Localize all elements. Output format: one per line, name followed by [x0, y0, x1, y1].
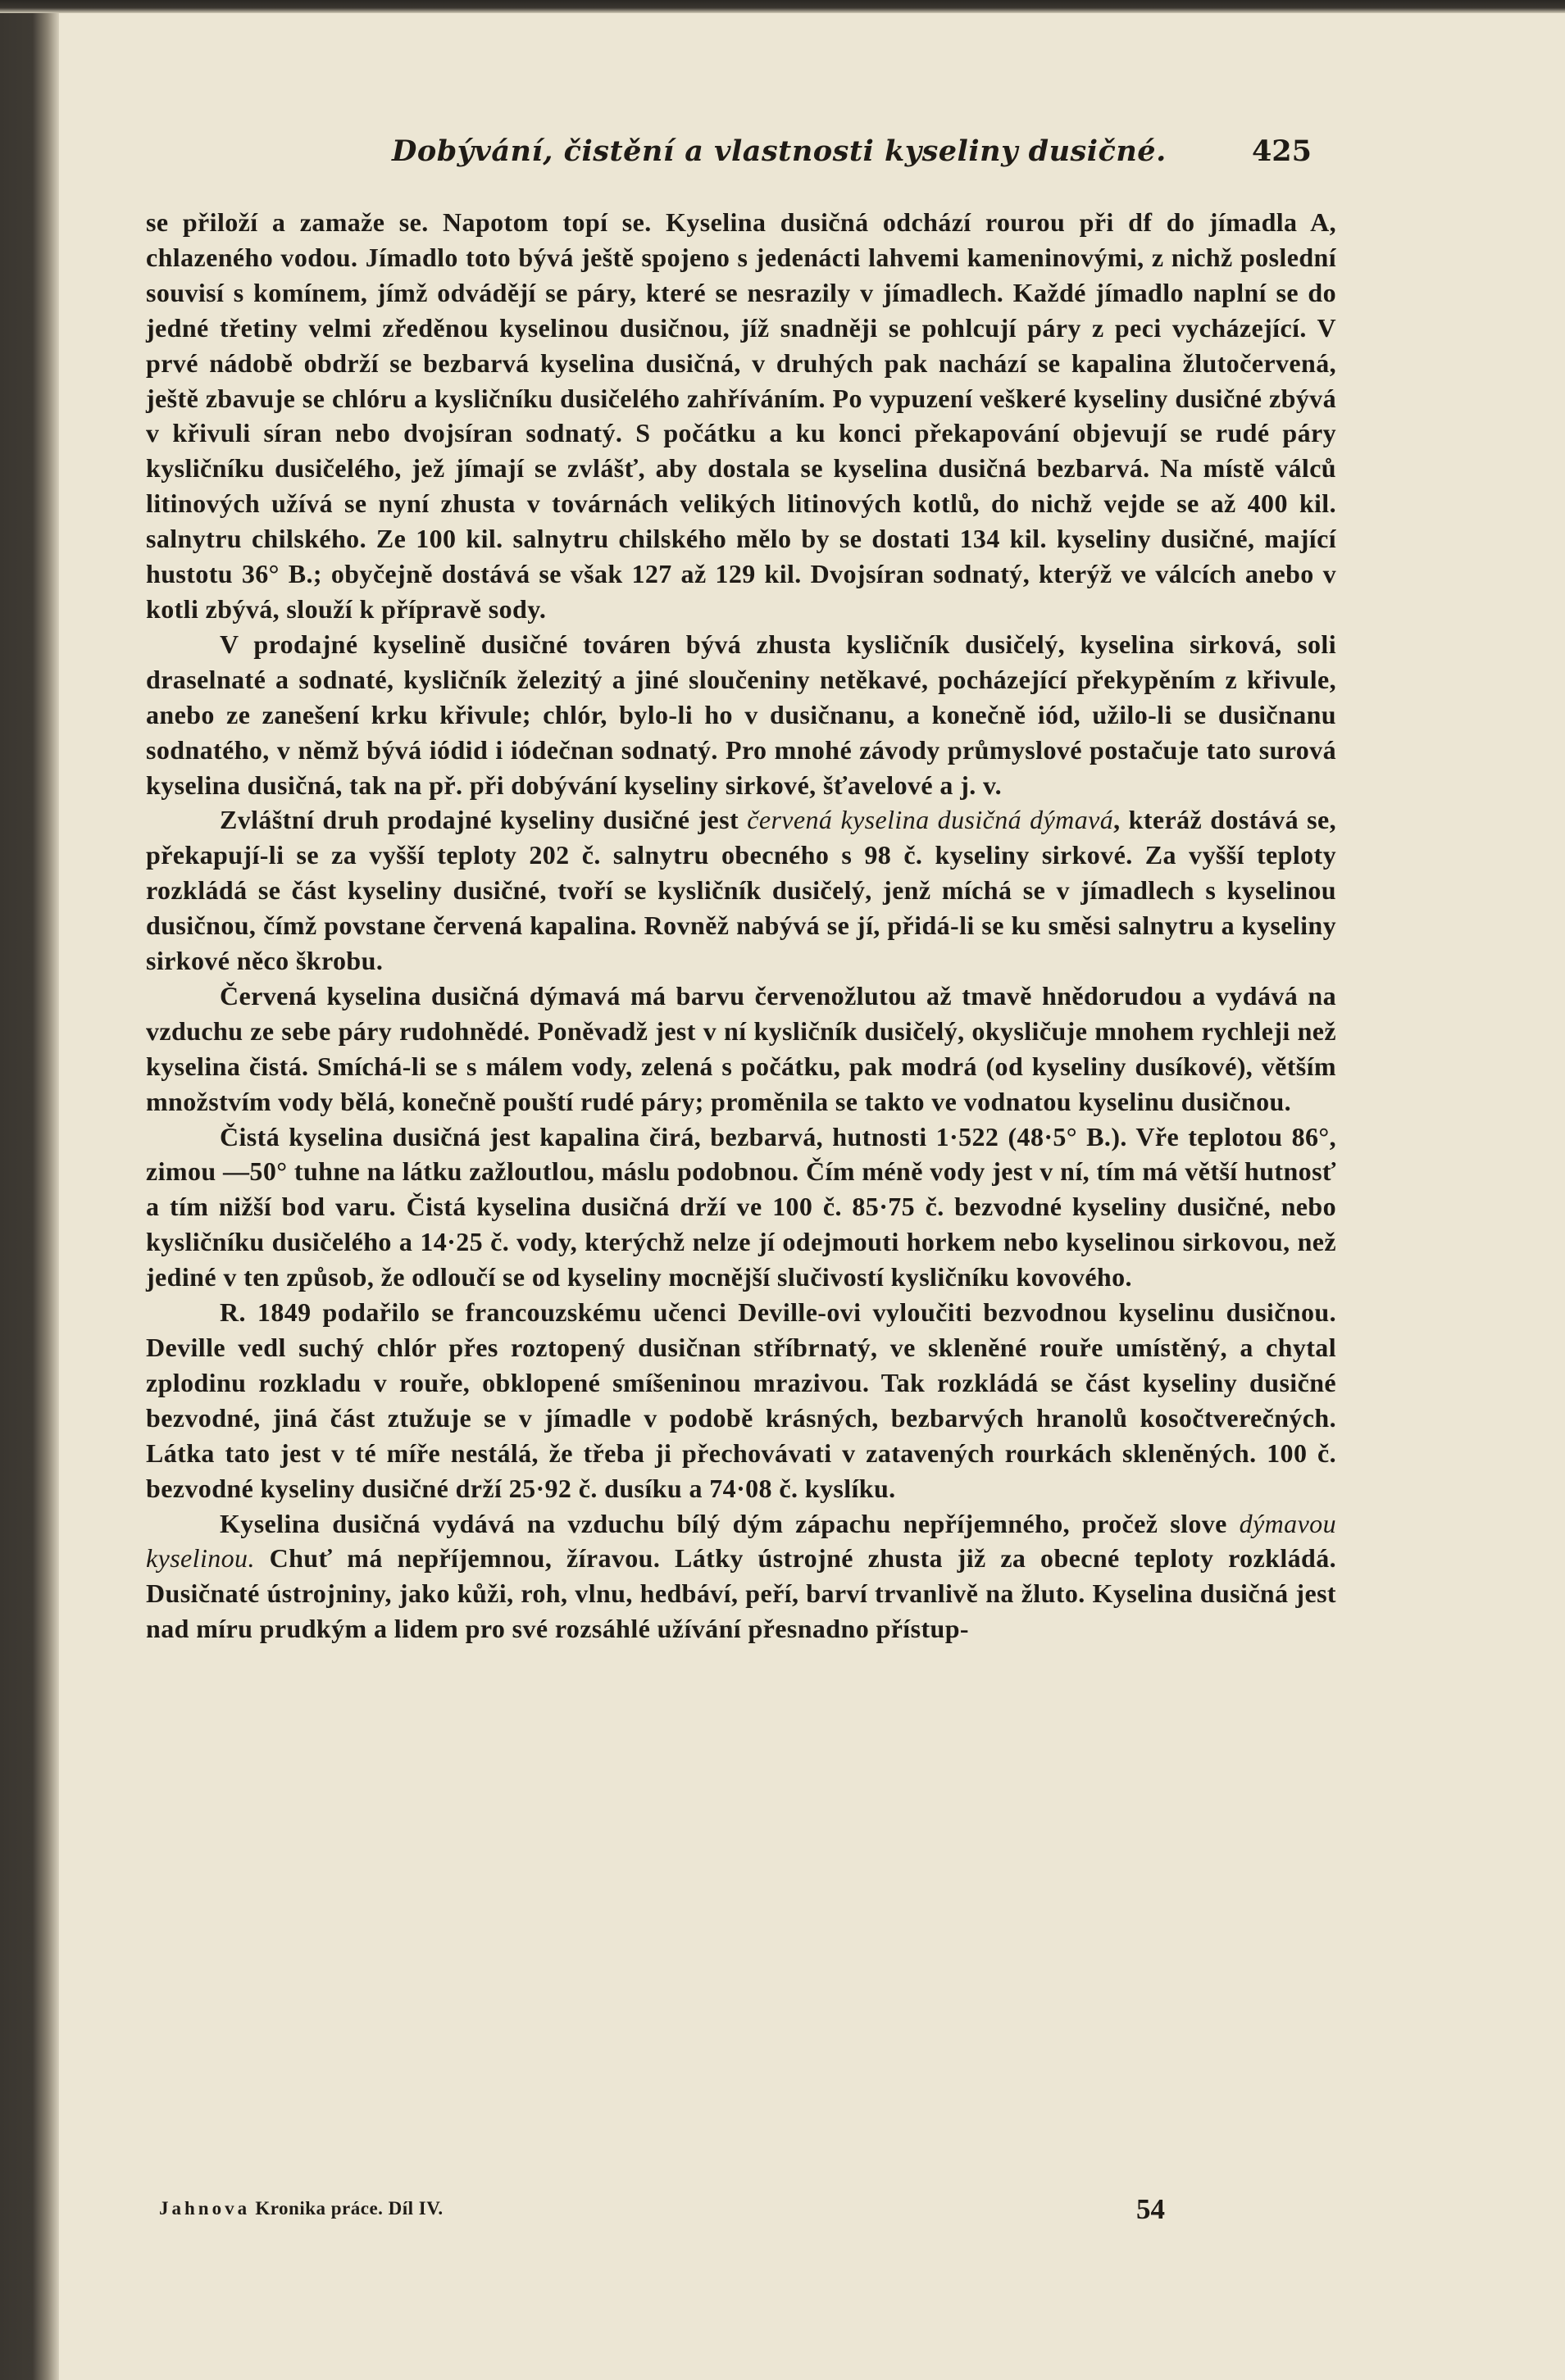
paragraph-3-lead: Zvláštní druh prodajné kyseliny dusičné jest: [220, 805, 739, 835]
page-number: 425: [1251, 134, 1312, 168]
paragraph-6: R. 1849 podařilo se francouzskému učenci Deville-ovi vyloučiti bezvodnou kyselinu dusičnou. Deville vedl suchý chlór přes roztopený dusičnan stříbrnatý, ve skleněné rouře umístěný, a chytal zplodinu rozkladu v rouře, obklopené smíšeninou mrazivou. Tak rozkládá se část kyseliny dusičné bezvodné, jiná část ztužuje se v jímadle v podobě krásných, bezbarvých hranolů kosočtverečných. Látka tato jest v té míře nestálá, že třeba ji přechovávati v zatavených rourkách skleněných. 100 č. bezvodné kyseliny dusičné drží 25·92 č. dusíku a 74·08 č. kyslíku.: [146, 1297, 1336, 1503]
paragraph-5: Čistá kyselina dusičná jest kapalina čirá, bezbarvá, hutnosti 1·522 (48·5° B.). Vře teplotou 86°, zimou —50° tuhne na látku zažloutlou, máslu podobnou. Čím méně vody jest v ní, tím má větší hutnosť a tím nižší bod varu. Čistá kyselina dusičná drží ve 100 č. 85·75 č. bezvodné kyseliny dusičné, nebo kysličníku dusičelého a 14·25 č. vody, kterýchž nelze jí odejmouti horkem nebo kyselinou sirkovou, než jediné v ten způsob, že odloučí se od kyseliny mocnější slučivostí kysličníku kovového.: [146, 1121, 1336, 1292]
body-text: [146, 205, 1336, 1646]
paragraph-3-rest: , kteráž dostává se, překapují-li se za vyšší teploty 202 č. salnytru obecného s 98 č. kyseliny sirkové. Za vyšší teploty rozkládá se část kyseliny dusičné, tvoří se kysličník dusičelý, jenž míchá se v jímadlech s kyselinou dusičnou, čímž povstane červená kapalina. Rovněž nabývá se jí, přidá-li se ku směsi salnytru a kyseliny sirkové něco škrobu.: [146, 805, 1337, 976]
running-head: [146, 123, 1336, 172]
paragraph-7-term: dýmavou kyselinou.: [146, 1508, 1336, 1574]
paragraph-2: V prodajné kyselině dusičné továren bývá zhusta kysličník dusičelý, kyselina sirková, soli draselnaté a sodnaté, kysličník železitý a jiné sloučeniny netěkavé, pocházející překypěním z křivule, anebo ze zanešení krku křivule; chlór, bylo-li ho v dusičnanu, a konečně iód, užilo-li se dusičnanu sodnatého, v němž bývá iódid i iódečnan sodnatý. Pro mnohé závody průmyslové postačuje tato surová kyselina dusičná, tak na př. při dobývání kyseliny sirkové, šťavelové a j. v.: [146, 629, 1336, 800]
book-binding-shadow: [0, 0, 59, 2380]
paragraph-7-rest: Chuť má nepříjemnou, žíravou. Látky ústrojné zhusta již za obecné teploty rozkládá. Dusičnaté ústrojniny, jako kůži, roh, vlnu, hedbáví, peří, barví trvanlivě na žluto. Kyselina dusičná jest nad míru prudkým a lidem pro své rozsáhlé užívání přesnadno přístup-: [146, 1543, 1337, 1644]
running-title: Dobývání, čistění a vlastnosti kyseliny dusičné.: [392, 134, 1167, 168]
signature-name: Jahnova: [159, 2198, 251, 2219]
paragraph-3-term: červená kyselina dusičná dýmavá: [747, 805, 1114, 835]
printer-signature: [159, 2198, 444, 2219]
paragraph-3: [146, 802, 1336, 979]
paragraph-7: [146, 1506, 1336, 1647]
page-footer: [146, 2187, 1336, 2236]
signature-rest: Kronika práce. Díl IV.: [255, 2198, 444, 2219]
paragraph-4: Červená kyselina dusičná dýmavá má barvu červenožlutou až tmavě hnědorudou a vydává na vzduchu ze sebe páry rudohnědé. Poněvadž jest v ní kysličník dusičelý, okysličuje mnohem rychleji než kyselina čistá. Smíchá-li se s málem vody, zelená s počátku, pak modrá (od kyseliny dusíkové), větším množstvím vody bělá, konečně pouští rudé páry; proměnila se takto ve vodnatou kyselinu dusičnou.: [146, 980, 1336, 1116]
sheet-number: 54: [1136, 2193, 1165, 2225]
paragraph-1: se přiloží a zamaže se. Napotom topí se. Kyselina dusičná odchází rourou při df do jímadla A, chlazeného vodou. Jímadlo toto bývá ještě spojeno s jedenácti lahvemi kameninovými, z nichž poslední souvisí s komínem, jímž odvádějí se páry, které se nesrazily v jímadlech. Každé jímadlo naplní se do jedné třetiny velmi zředěnou kyselinou dusičnou, jíž snadněji se pohlcují páry z peci vycházející. V prvé nádobě obdrží se bezbarvá kyselina dusičná, v druhých pak nachází se kapalina žlutočervená, ještě zbavuje se chlóru a kysličníku dusičelého zahříváním. Po vypuzení veškeré kyseliny dusičné zbývá v křivuli síran nebo dvojsíran sodnatý. S počátku a ku konci překapování objevují se rudé páry kysličníku dusičelého, jež jímají se zvlášť, aby dostala se kyselina dusičná bezbarvá. Na místě válců litinových užívá se nyní zhusta v továrnách velikých litinových kotlů, do nichž vejde se až 400 kil. salnytru chilského. Ze 100 kil. salnytru chilského mělo by se dostati 134 kil. kyseliny dusičné, mající hustotu 36° B.; obyčejně dostává se však 127 až 129 kil. Dvojsíran sodnatý, kterýž ve válcích anebo v kotli zbývá, slouží k přípravě sody.: [146, 207, 1336, 624]
paragraph-7-lead: Kyselina dusičná vydává na vzduchu bílý dým zápachu nepříjemného, pročež slove: [220, 1508, 1227, 1538]
page-top-edge: [0, 0, 1565, 13]
book-page: [146, 123, 1336, 1646]
